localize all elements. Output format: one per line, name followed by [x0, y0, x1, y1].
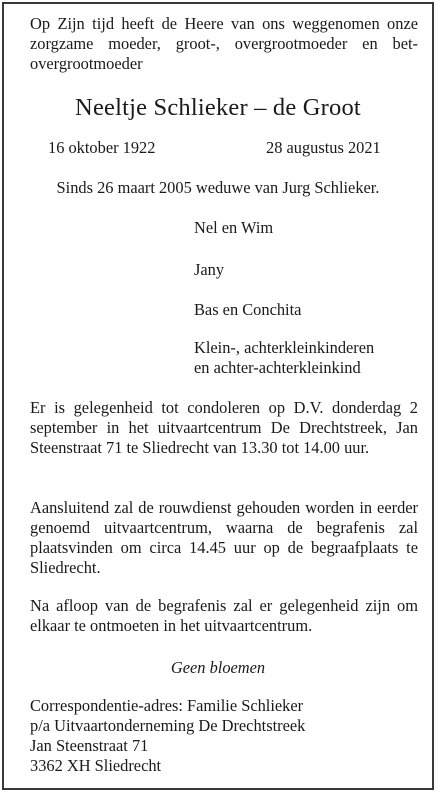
family-member-5: en achter-achterkleinkind — [194, 358, 361, 377]
condolence-text: Er is gelegenheid tot condoleren op D.V. donderdag 2 september in het uitvaartcentrum De Drechtstreek, Jan Steenstraat 71 te Sliedrecht van 13.30 tot 14.00 uur. — [30, 398, 418, 457]
address-line-3: Jan Steenstraat 71 — [30, 736, 149, 755]
death-date: 28 augustus 2021 — [266, 138, 381, 157]
widow-line: Sinds 26 maart 2005 weduwe van Jurg Schlieker. — [56, 178, 380, 197]
birth-date: 16 oktober 1922 — [48, 138, 156, 157]
no-flowers-note: Geen bloemen — [170, 658, 266, 677]
death-notice-card — [2, 2, 434, 790]
family-member-1: Nel en Wim — [194, 218, 274, 237]
gathering-text: Na afloop van de begrafenis zal er gelegenheid zijn om elkaar te ontmoeten in het uitvaartcentrum. — [30, 596, 418, 635]
deceased-name: Neeltje Schlieker – de Groot — [75, 94, 361, 121]
family-member-3: Bas en Conchita — [194, 300, 302, 319]
family-member-4: Klein-, achterkleinkinderen — [194, 338, 375, 357]
address-line-1: Correspondentie-adres: Familie Schlieker — [30, 696, 304, 715]
intro-text: Op Zijn tijd heeft de Heere van ons weggenomen onze zorgzame moeder, groot-, overgrootmoeder en bet-overgrootmoeder — [30, 14, 418, 73]
address-line-2: p/a Uitvaartonderneming De Drechtstreek — [30, 716, 306, 735]
address-line-4: 3362 XH Sliedrecht — [30, 756, 162, 775]
service-text: Aansluitend zal de rouwdienst gehouden worden in eerder genoemd uitvaartcentrum, waarna de begrafenis zal plaatsvinden om circa 14.45 uur op de begraafplaats te Sliedrecht. — [30, 498, 418, 577]
family-member-2: Jany — [194, 260, 225, 279]
